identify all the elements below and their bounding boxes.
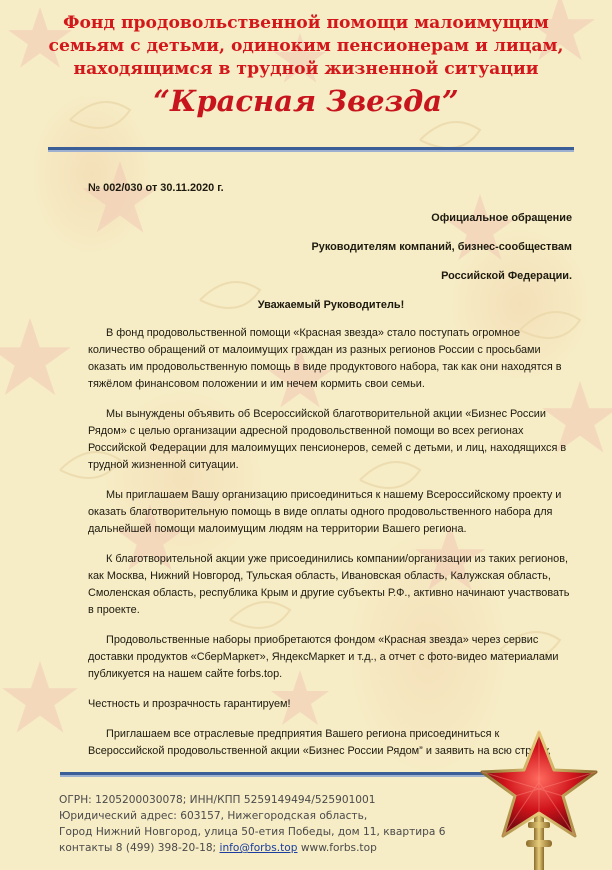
address-line: Официальное обращение [431,212,572,224]
paragraph: Честность и прозрачность гарантируем! [88,698,291,710]
footer-legal-address: Юридический адрес: 603157, Нижегородская область, [59,810,368,822]
footer-phone: контакты 8 (499) 398-20-18; [59,842,220,854]
footer-contacts [59,792,445,856]
footer-contacts-line [59,840,445,856]
document-number: № 002/030 от 30.11.2020 г. [88,182,224,194]
header-divider [48,147,574,152]
paragraph: К благотворительной акции уже присоединились компании/организации из таких регионов, как Москва, Нижний Новгород, Тульская область, Ивановская область, Калужская область, Смоленская область, республика Крым и другие субъекты Р.Ф., активно начинают участвовать в проекте. [88,553,570,616]
letterhead-line-3: находящимся в трудной жизненной ситуации [73,59,539,79]
paragraph: Мы приглашаем Вашу организацию присоединиться к нашему Всероссийскому проекту и оказать благотворительную помощь в виде оплаты одного продовольственного набора для дальнейшей помощи малоимущим людям на территории Вашего региона. [88,489,562,535]
address-line: Руководителям компаний, бизнес-сообществам [311,241,572,253]
greeting: Уважаемый Руководитель! [257,299,405,311]
paragraph: Мы вынуждены объявить об Всероссийской благотворительной акции «Бизнес России Рядом» с целью организации адресной продовольственной помощи во всех регионах Российской Федерации для малоимущих пенсионеров, семей с детьми, и лиц, находящихся в трудной жизненной ситуации. [88,408,567,471]
letterhead [40,12,572,120]
paragraph: В фонд продовольственной помощи «Красная звезда» стало поступать огромное количество обращений от малоимущих граждан из разных регионов России с просьбами оказать им продовольственную помощь в виде продуктового набора, так как они находятся в тяжёлом финансовом положении и им нечем кормить свои семьи. [88,327,562,390]
paragraph: Продовольственные наборы приобретаются фондом «Красная звезда» через сервис доставки продуктов «СберМаркет», ЯндексМаркет и т.д., а отчет с фото-видео материалами публикуется на нашем сайте forbs.top. [88,634,559,680]
letter-body [88,180,574,773]
footer-ogrn: ОГРН: 1205200030078; ИНН/КПП 5259149494/525901001 [59,794,376,806]
paragraph: Приглашаем все отраслевые предприятия Вашего региона присоединиться к Всероссийской продовольственной акции «Бизнес России Рядом” и заявить на всю страну, [88,728,551,757]
fund-name-title: “Красная Звезда” [153,84,459,118]
letterhead-line-1: Фонд продовольственной помощи малоимущим [63,13,549,33]
kremlin-star-icon [466,726,612,870]
website-text: www.forbs.top [297,842,377,854]
letterhead-line-2: семьям с детьми, одиноким пенсионерам и лицам, [48,36,564,56]
email-link[interactable]: info@forbs.top [219,842,298,854]
address-line: Российской Федерации. [441,270,572,282]
footer-city-address: Город Нижний Новгород, улица 50-етия Победы, дом 11, квартира 6 [59,826,446,838]
